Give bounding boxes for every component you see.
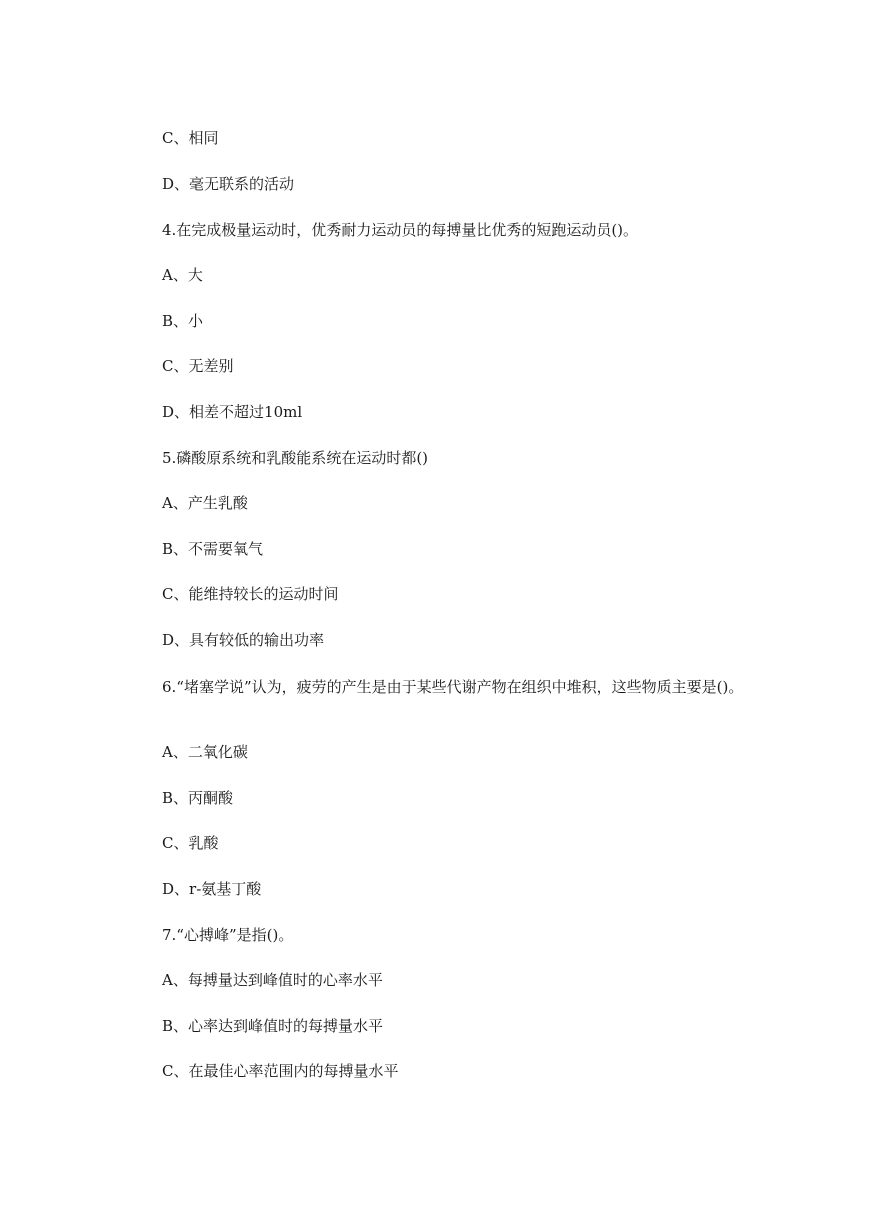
option-d-q5: D、具有较低的输出功率: [162, 631, 325, 649]
question-5: 5.磷酸原系统和乳酸能系统在运动时都(): [162, 449, 429, 467]
option-c-q6: C、乳酸: [162, 834, 219, 852]
option-d-q4: D、相差不超过10ml: [162, 403, 303, 421]
option-b-q5: B、不需要氧气: [162, 540, 264, 558]
option-a-q7: A、每搏量达到峰值时的心率水平: [162, 971, 383, 989]
question-4: 4.在完成极量运动时，优秀耐力运动员的每搏量比优秀的短跑运动员()。: [162, 221, 639, 239]
question-6: 6.“堵塞学说”认为，疲劳的产生是由于某些代谢产物在组织中堆积，这些物质主要是()。: [162, 678, 744, 696]
question-7: 7.“心搏峰”是指()。: [162, 926, 294, 944]
option-c-q3: C、相同: [162, 129, 219, 147]
option-a-q4: A、大: [162, 266, 203, 284]
option-d-q6: D、r-氨基丁酸: [162, 880, 262, 898]
option-d-q3: D、毫无联系的活动: [162, 175, 295, 193]
option-b-q7: B、心率达到峰值时的每搏量水平: [162, 1017, 384, 1035]
option-a-q6: A、二氧化碳: [162, 743, 248, 761]
option-c-q7: C、在最佳心率范围内的每搏量水平: [162, 1062, 399, 1080]
option-a-q5: A、产生乳酸: [162, 494, 248, 512]
option-c-q4: C、无差别: [162, 357, 234, 375]
option-b-q4: B、小: [162, 312, 204, 330]
option-b-q6: B、丙酮酸: [162, 789, 234, 807]
option-c-q5: C、能维持较长的运动时间: [162, 585, 339, 603]
